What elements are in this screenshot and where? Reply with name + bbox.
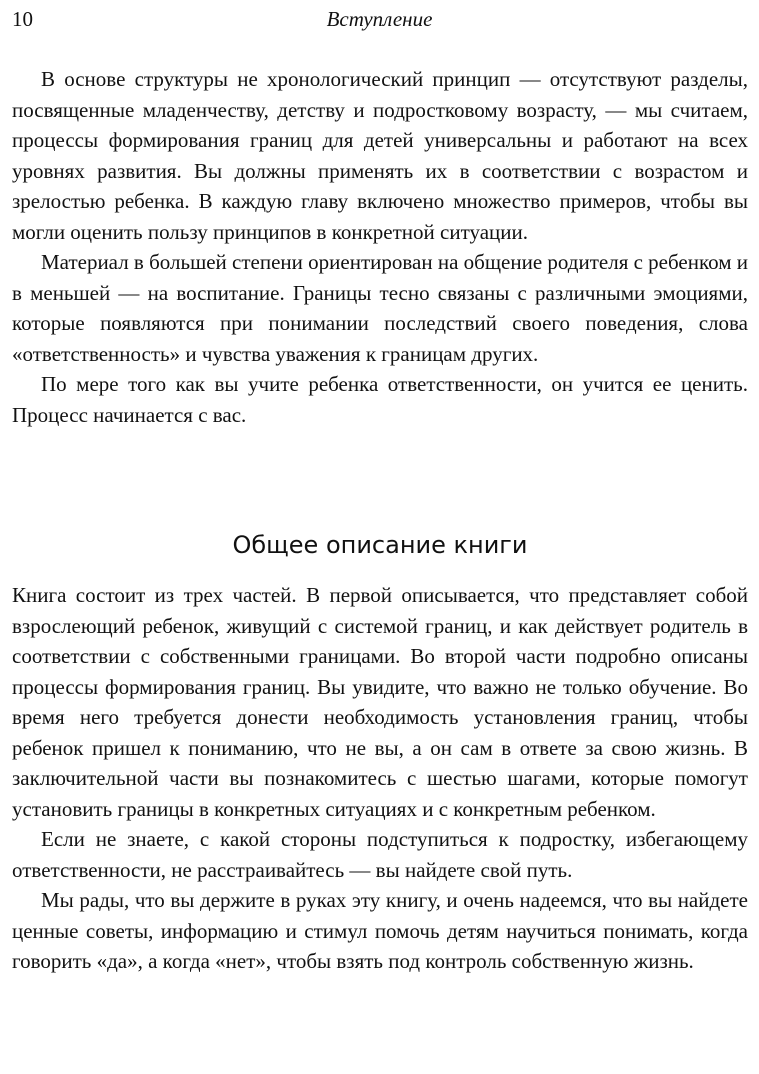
paragraph: По мере того как вы учите ребенка ответственности, он учится ее ценить. Процесс начинается с вас. <box>12 372 748 427</box>
paragraph: Книга состоит из трех частей. В первой описывается, что представляет собой взрослеющий ребенок, живущий с системой границ, и как действует родитель в соответствии с собственными границами. Во второй части подробно описаны процессы формирования границ. Вы увидите, что важно не только обучение. Во время него требуется донести необходимость установления границ, чтобы ребенок пришел к пониманию, что не вы, а он сам в ответе за свою жизнь. В заключительной части вы познакомитесь с шестью шагами, которые помогут установить границы в конкретных ситуациях и с конкретным ребенком. <box>12 583 748 821</box>
page-number: 10 <box>12 7 33 31</box>
paragraph: Если не знаете, с какой стороны подступиться к подростку, избегающему ответственности, не расстраивайтесь — вы найдете свой путь. <box>12 827 748 882</box>
paragraph: Мы рады, что вы держите в руках эту книгу, и очень надеемся, что вы найдете ценные советы, информацию и стимул помочь детям научиться понимать, когда говорить «да», а когда «нет», чтобы взять под контроль собственную жизнь. <box>12 888 748 973</box>
intro-text <box>12 64 748 430</box>
section-text <box>12 580 748 977</box>
section-heading: Общее описание книги <box>232 531 528 559</box>
paragraph: В основе структуры не хронологический принцип — отсутствуют разделы, посвященные младенчеству, детству и подростковому возрасту, — мы считаем, процессы формирования границ для детей универсальны и работают на всех уровнях развития. Вы должны применять их в соответствии с возрастом и зрелостью ребенка. В каждую главу включено множество примеров, чтобы вы могли оценить пользу принципов в конкретной ситуации. <box>12 67 748 244</box>
chapter-title: Вступление <box>326 7 433 31</box>
running-head <box>12 6 747 32</box>
paragraph: Материал в большей степени ориентирован на общение родителя с ребенком и в меньшей — на воспитание. Границы тесно связаны с различными эмоциями, которые появляются при понимании последствий своего поведения, слова «ответственность» и чувства уважения к границам других. <box>12 250 748 366</box>
